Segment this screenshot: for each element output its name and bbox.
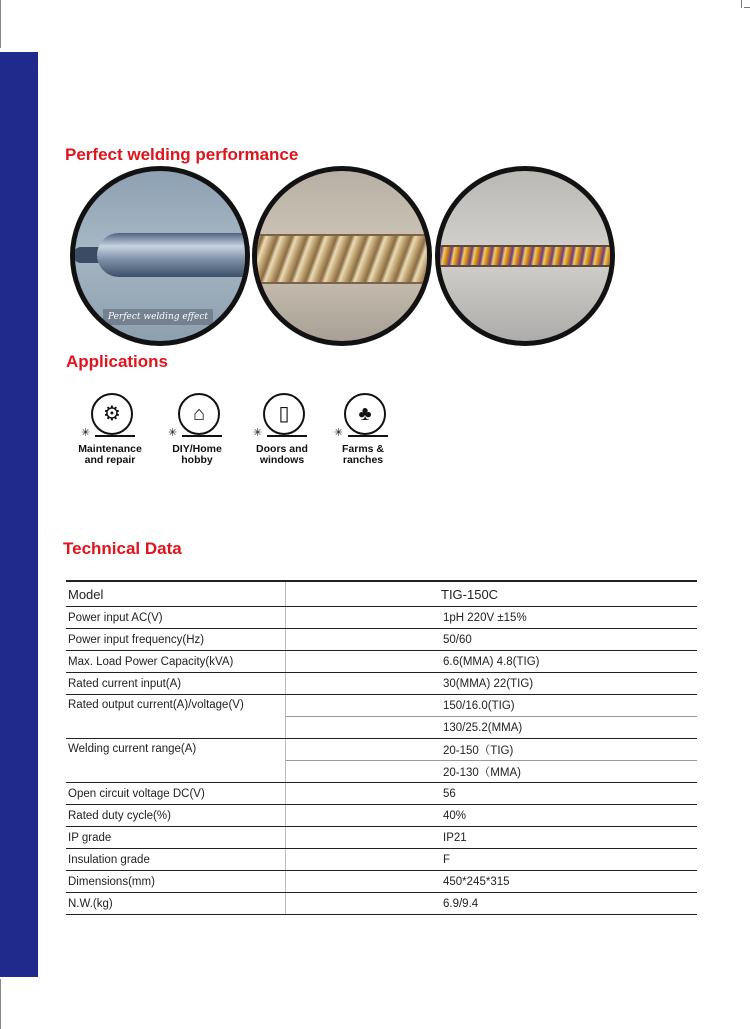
crop-mark xyxy=(0,0,1,48)
weld-bead xyxy=(435,245,615,267)
table-cell-value: 150/16.0(TIG) xyxy=(286,695,698,717)
table-cell-label: Rated current input(A) xyxy=(66,673,286,695)
weld-bead xyxy=(252,234,432,284)
table-cell-value: 1pH 220V ±15% xyxy=(286,607,698,629)
spark-icon: ✳ xyxy=(253,427,263,439)
spark-icon: ✳ xyxy=(334,427,344,439)
table-row xyxy=(66,695,697,717)
table-cell-value: IP21 xyxy=(286,827,698,849)
table-cell-value: 50/60 xyxy=(286,629,698,651)
application-label-line1: DIY/Home xyxy=(172,443,222,455)
table-cell-value: 40% xyxy=(286,805,698,827)
application-diy-home xyxy=(156,393,238,466)
tree-icon: ♣ xyxy=(344,393,386,435)
table-cell-label: Welding current range(A) xyxy=(66,739,286,783)
weld-image-mma-bead xyxy=(252,166,432,346)
icon-base-line xyxy=(95,435,135,437)
table-cell-value: 20-150（TIG) xyxy=(286,739,698,761)
table-row xyxy=(66,871,697,893)
table-row xyxy=(66,783,697,805)
table-cell-value: 30(MMA) 22(TIG) xyxy=(286,673,698,695)
table-row xyxy=(66,651,697,673)
table-cell-label: Rated output current(A)/voltage(V) xyxy=(66,695,286,739)
table-row xyxy=(66,827,697,849)
table-cell-value: F xyxy=(286,849,698,871)
performance-title: Perfect welding performance xyxy=(65,145,299,164)
table-cell-label: Rated duty cycle(%) xyxy=(66,805,286,827)
weld-image-fine-bead xyxy=(435,166,615,346)
table-row xyxy=(66,739,697,761)
weld-bead xyxy=(97,233,250,277)
table-row xyxy=(66,673,697,695)
table-row xyxy=(66,607,697,629)
table-cell-value: 6.9/9.4 xyxy=(286,893,698,915)
table-row-model xyxy=(66,581,697,607)
table-cell-label: N.W.(kg) xyxy=(66,893,286,915)
spark-icon: ✳ xyxy=(168,427,178,439)
side-bar xyxy=(0,52,38,977)
technical-data-title: Technical Data xyxy=(63,539,182,558)
table-cell-label: Insulation grade xyxy=(66,849,286,871)
icon-base-line xyxy=(267,435,307,437)
table-cell-label: IP grade xyxy=(66,827,286,849)
application-farms-ranches xyxy=(322,393,404,466)
crop-mark xyxy=(744,7,750,8)
application-maintenance xyxy=(69,393,151,466)
icon-base-line xyxy=(348,435,388,437)
weld-caption: Perfect welding effect xyxy=(103,309,213,325)
spark-icon: ✳ xyxy=(81,427,91,439)
table-cell-label: Model xyxy=(66,581,286,607)
table-row xyxy=(66,805,697,827)
application-label-line2: ranches xyxy=(342,454,384,466)
application-doors-windows xyxy=(241,393,323,466)
application-label-line2: hobby xyxy=(181,454,213,466)
table-cell-label: Max. Load Power Capacity(kVA) xyxy=(66,651,286,673)
application-label-line1: Farms & xyxy=(341,443,384,455)
table-cell-label: Power input AC(V) xyxy=(66,607,286,629)
table-cell-label: Power input frequency(Hz) xyxy=(66,629,286,651)
table-cell-value: TIG-150C xyxy=(286,581,698,607)
table-cell-label: Open circuit voltage DC(V) xyxy=(66,783,286,805)
crop-mark xyxy=(0,979,1,1029)
weld-image-tig-bead xyxy=(70,166,250,346)
door-icon: ▯ xyxy=(263,393,305,435)
icon-base-line xyxy=(182,435,222,437)
table-cell-label: Dimensions(mm) xyxy=(66,871,286,893)
application-label-line1: Doors and xyxy=(256,443,308,455)
application-label-line2: windows xyxy=(259,454,305,466)
technical-data-table xyxy=(66,580,697,915)
applications-title: Applications xyxy=(66,352,169,371)
crop-mark xyxy=(741,0,742,8)
application-label-line1: Maintenance xyxy=(78,443,142,455)
table-cell-value: 130/25.2(MMA) xyxy=(286,717,698,739)
table-cell-value: 20-130（MMA) xyxy=(286,761,698,783)
application-label-line2: and repair xyxy=(84,454,136,466)
house-icon: ⌂ xyxy=(178,393,220,435)
table-row xyxy=(66,629,697,651)
gears-icon: ⚙ xyxy=(91,393,133,435)
table-row xyxy=(66,893,697,915)
table-cell-value: 450*245*315 xyxy=(286,871,698,893)
table-cell-value: 6.6(MMA) 4.8(TIG) xyxy=(286,651,698,673)
table-cell-value: 56 xyxy=(286,783,698,805)
table-row xyxy=(66,849,697,871)
